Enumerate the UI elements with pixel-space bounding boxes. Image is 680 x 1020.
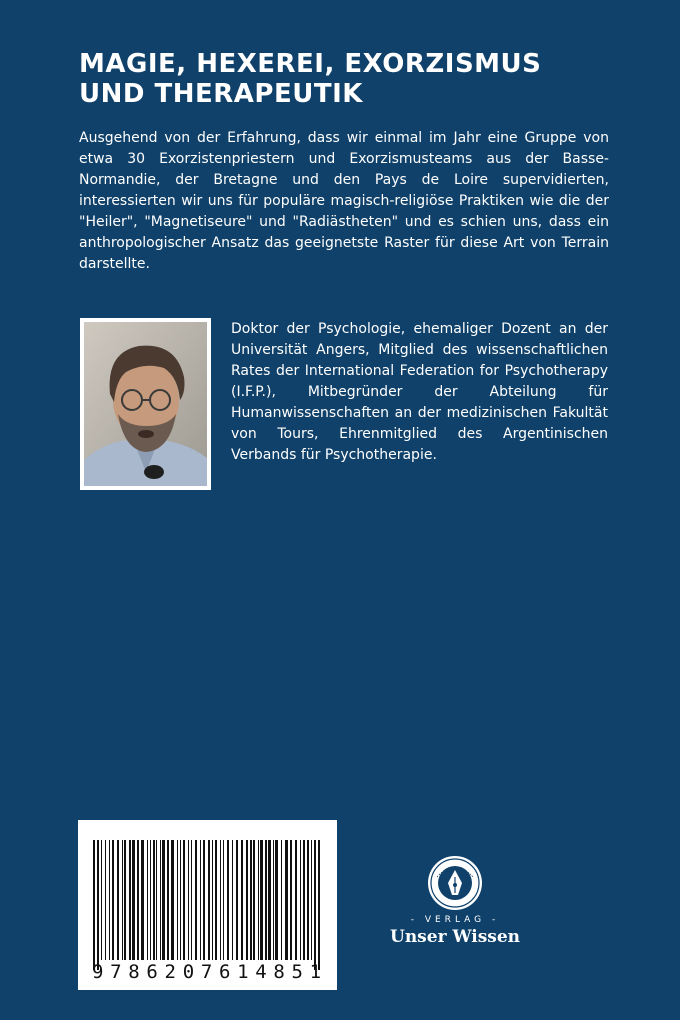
barcode-bar [93, 840, 95, 970]
isbn-barcode [78, 820, 337, 990]
barcode-bar [200, 840, 201, 960]
barcode-bar [124, 840, 126, 960]
barcode-bar [220, 840, 221, 960]
book-title [79, 49, 619, 109]
barcode-bar [117, 840, 119, 960]
barcode-bar [160, 840, 161, 960]
publisher-name: Unser Wissen [390, 927, 521, 947]
barcode-bar [295, 840, 297, 960]
barcode-bar [171, 840, 174, 960]
barcode-bar [314, 840, 316, 970]
barcode-bar [97, 840, 99, 970]
barcode-bar [105, 840, 106, 960]
barcode-bar [180, 840, 181, 960]
barcode-bar [147, 840, 148, 960]
barcode-bar [307, 840, 309, 960]
barcode-bar [150, 840, 151, 960]
barcode-bar [215, 840, 217, 960]
barcode-bar [232, 840, 233, 960]
barcode-bar [303, 840, 305, 960]
barcode-bar [223, 840, 224, 960]
barcode-bar [236, 840, 238, 960]
publisher-verlag-label: - VERLAG - [410, 915, 500, 925]
barcode-bar [241, 840, 243, 960]
barcode-bar [208, 840, 210, 960]
barcode-bar [268, 840, 271, 960]
barcode-bar [227, 840, 229, 960]
barcode-bar [162, 840, 165, 960]
book-title-line-2: UND THERAPEUTIK [79, 79, 363, 109]
barcode-bar [188, 840, 189, 960]
barcode-bar [195, 840, 197, 960]
barcode-bar [318, 840, 320, 970]
barcode-bar [253, 840, 255, 960]
barcode-bar [109, 840, 110, 960]
barcode-bar [265, 840, 267, 960]
barcode-bar [311, 840, 312, 960]
barcode-bar [300, 840, 301, 960]
fountain-pen-nib-icon [427, 855, 483, 911]
barcode-bar [132, 840, 135, 960]
barcode-bar [290, 840, 292, 960]
barcode-bar [137, 840, 139, 960]
barcode-bar [246, 840, 248, 960]
barcode-bar [122, 840, 123, 960]
barcode-bar [285, 840, 288, 960]
book-blurb: Ausgehend von der Erfahrung, dass wir einmal im Jahr eine Gruppe von etwa 30 Exorzistenpriestern und Exorzismusteams aus der Basse-Normandie, der Bretagne und den Pays de Loire supervidierten, interessierten wir uns für populäre magisch-religiöse Praktiken wie die der "Heiler", "Magnetiseure" und "Radiästheten" und es schien uns, dass ein anthropologischer Ansatz das geeignetste Raster für diese Art von Terrain darstellte. [79, 130, 609, 272]
barcode-bar [183, 840, 185, 960]
author-biography: Doktor der Psychologie, ehemaliger Dozent an der Universität Angers, Mitglied des wissenschaftlichen Rates der International Federation for Psychotherapy (I.F.P.), Mitbegründer der Abteilung für Humanwissenschaften an der medizinischen Fakultät von Tours, Ehrenmitglied des Argentinischen Verbands für Psychotherapie. [231, 321, 608, 463]
barcode-bar [203, 840, 205, 960]
barcode-bar [273, 840, 274, 960]
isbn-number: 9786207614851 [92, 961, 328, 983]
barcode-bar [177, 840, 178, 960]
barcode-bar [156, 840, 157, 960]
barcode-bar [112, 840, 114, 960]
barcode-bar [212, 840, 213, 960]
barcode-bar [101, 840, 102, 960]
author-photo [80, 318, 211, 490]
barcode-bar [191, 840, 192, 960]
barcode-bar [281, 840, 282, 960]
barcode-bar [275, 840, 278, 960]
barcode-bar [258, 840, 259, 960]
barcode-bar [260, 840, 263, 960]
barcode-bar [167, 840, 169, 960]
barcode-bar [250, 840, 252, 960]
barcode-bar [129, 840, 131, 960]
barcode-bar [141, 840, 144, 960]
publisher-block [390, 855, 520, 947]
barcode-bar [153, 840, 155, 960]
book-title-line-1: MAGIE, HEXEREI, EXORZISMUS [79, 49, 542, 79]
author-portrait-image [84, 322, 207, 486]
